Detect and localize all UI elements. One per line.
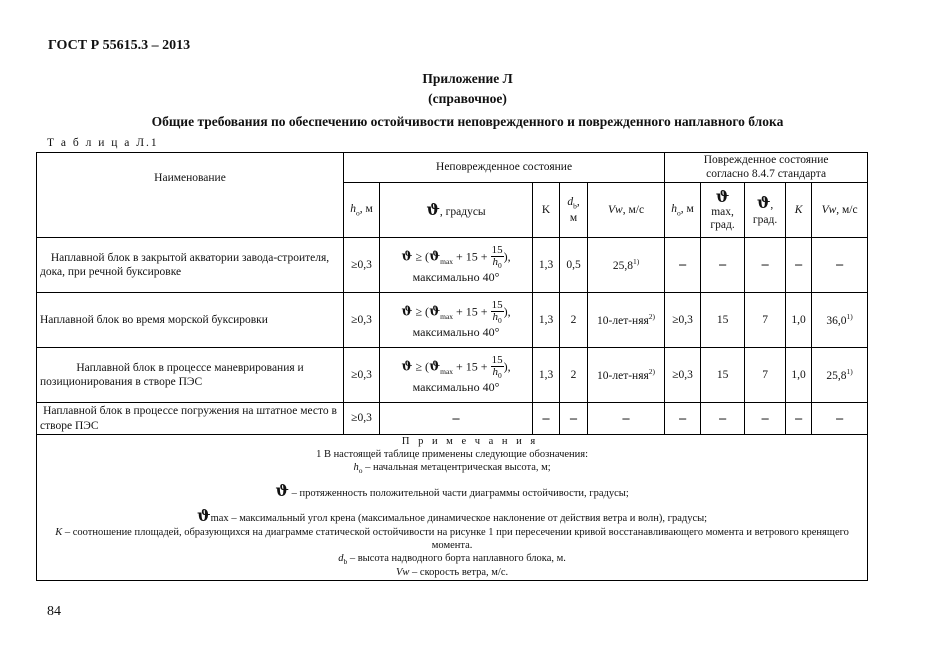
header-intact: Неповрежденное состояние — [344, 153, 665, 183]
header-h0: $h_о$, м — [344, 183, 380, 238]
cell-dmg-theta-max: – — [701, 238, 745, 293]
cell-dmg-theta-max: 15 — [701, 293, 745, 348]
header-dmg-theta: ϑ, град. — [745, 183, 786, 238]
header-db: $d_b$, м — [560, 183, 588, 238]
table-notes — [37, 435, 868, 581]
header-name: Наименование — [37, 153, 344, 238]
header-theta: ϑ, градусы — [380, 183, 533, 238]
cell-theta-formula: $ϑ \ge (ϑ_{max} + 15$ + $\frac{15}{h_0}$ ), максимально 40° — [380, 293, 533, 348]
cell-h0: ≥0,3 — [344, 403, 380, 435]
theta-icon: ϑ — [197, 505, 211, 525]
row-name: Наплавной блок в закрытой акватории завода-строителя, дока, при речной буксировке — [37, 238, 344, 293]
theta-icon: ϑ — [426, 200, 440, 219]
cell-k: 1,3 — [533, 293, 560, 348]
cell-vw: 10-лет-няя$^{2)}$ — [588, 348, 665, 403]
cell-dmg-vw: – — [812, 238, 868, 293]
note-k: K – соотношение площадей, образующихся на диаграмме статической остойчивости на рисунке 1 при пересечении кривой восстанавливающего момента и ветрового кренящего момента. — [55, 526, 849, 551]
cell-dmg-k: – — [786, 238, 812, 293]
header-dmg-theta-max: ϑ max, град. — [701, 183, 745, 238]
appendix-heading: Общие требования по обеспечению остойчивости неповрежденного и поврежденного наплавного блока — [151, 114, 784, 129]
header-vw: Vw, м/с — [588, 183, 665, 238]
header-dmg-k: K — [786, 183, 812, 238]
cell-dmg-theta: 7 — [745, 348, 786, 403]
cell-dmg-k: 1,0 — [786, 348, 812, 403]
header-dmg-vw: Vw, м/с — [812, 183, 868, 238]
cell-dmg-h0: ≥0,3 — [665, 293, 701, 348]
row-name: Наплавной блок в процессе маневрирования и позиционирования в створе ПЭС — [37, 348, 344, 403]
cell-theta-formula: $ϑ \ge (ϑ_{max} + 15$ + $\frac{15}{h_0}$ ), максимально 40° — [380, 348, 533, 403]
note-theta-max: ϑmax – максимальный угол крена (максимальное динамическое наклонение от действия ветра и волн), градусы; — [197, 505, 708, 525]
note-theta: ϑ – протяженность положительной части диаграммы остойчивости, градусы; — [275, 480, 629, 500]
table-caption: Т а б л и ц а Л.1 — [47, 137, 159, 149]
row-name: Наплавной блок во время морской буксировки — [37, 293, 344, 348]
theta-icon: ϑ — [275, 480, 289, 500]
theta-icon: ϑ — [756, 192, 771, 212]
cell-db: 2 — [560, 348, 588, 403]
cell-dmg-theta: – — [745, 238, 786, 293]
note-db: $d_b$ – высота надводного борта наплавного блока, м. — [338, 552, 566, 567]
appendix-subtitle: (справочное) — [428, 91, 507, 106]
header-damaged: Поврежденное состояние согласно 8.4.7 стандарта — [665, 153, 868, 183]
cell-h0: ≥0,3 — [344, 238, 380, 293]
header-dmg-h0: $h_о$, м — [665, 183, 701, 238]
page-number: 84 — [47, 604, 61, 619]
cell-dmg-vw: 25,8$^{1)}$ — [812, 348, 868, 403]
cell-dmg-vw: – — [812, 403, 868, 435]
cell-k: 1,3 — [533, 348, 560, 403]
cell-dmg-h0: – — [665, 403, 701, 435]
cell-db: 2 — [560, 293, 588, 348]
cell-h0: ≥0,3 — [344, 348, 380, 403]
notes-intro: 1 В настоящей таблице применены следующие обозначения: — [316, 449, 589, 461]
document-code: ГОСТ Р 55615.3 – 2013 — [48, 38, 191, 53]
cell-k: – — [533, 403, 560, 435]
table-row — [37, 238, 868, 293]
note-vw: Vw – скорость ветра, м/с. — [396, 567, 509, 579]
note-h0: $h_о$ – начальная метацентрическая высота, м; — [353, 462, 551, 476]
table-row — [37, 293, 868, 348]
header-k: K — [533, 183, 560, 238]
appendix-title: Приложение Л — [422, 71, 513, 86]
cell-k: 1,3 — [533, 238, 560, 293]
cell-vw: 10-лет-няя$^{2)}$ — [588, 293, 665, 348]
cell-dmg-theta-max: – — [701, 403, 745, 435]
table-row — [37, 348, 868, 403]
cell-dmg-h0: – — [665, 238, 701, 293]
cell-vw: – — [588, 403, 665, 435]
cell-dmg-h0: ≥0,3 — [665, 348, 701, 403]
row-name: Наплавной блок в процессе погружения на штатное место в створе ПЭС — [37, 403, 344, 435]
cell-dmg-theta-max: 15 — [701, 348, 745, 403]
cell-dmg-k: 1,0 — [786, 293, 812, 348]
cell-theta: – — [380, 403, 533, 435]
cell-dmg-vw: 36,0$^{1)}$ — [812, 293, 868, 348]
cell-dmg-theta: – — [745, 403, 786, 435]
cell-h0: ≥0,3 — [344, 293, 380, 348]
cell-vw: 25,8$^{1)}$ — [588, 238, 665, 293]
cell-db: 0,5 — [560, 238, 588, 293]
cell-dmg-theta: 7 — [745, 293, 786, 348]
table-row — [37, 403, 868, 435]
cell-dmg-k: – — [786, 403, 812, 435]
notes-title: П р и м е ч а н и я — [401, 436, 539, 447]
theta-icon: ϑ — [715, 186, 730, 206]
stability-table — [36, 152, 868, 581]
cell-db: – — [560, 403, 588, 435]
cell-theta-formula: $ϑ \ge (ϑ_{max} + 15$ + $\frac{15}{h_0}$ ), максимально 40° — [380, 238, 533, 293]
